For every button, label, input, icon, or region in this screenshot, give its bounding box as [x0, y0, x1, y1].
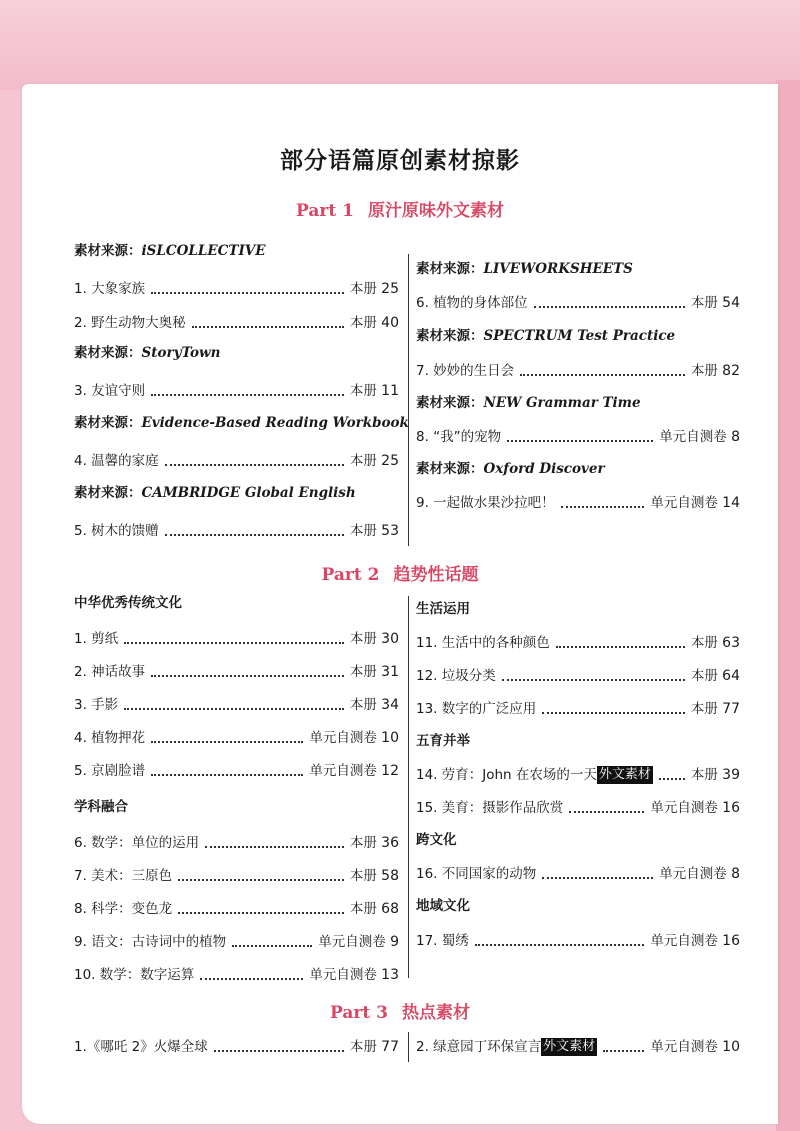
- list-item[interactable]: 1. 大象家族 本册 25: [74, 281, 399, 297]
- source-line: 素材来源：NEW Grammar Time: [416, 395, 641, 411]
- source-line: 素材来源：SPECTRUM Test Practice: [416, 328, 676, 344]
- list-item[interactable]: 15. 美育：摄影作品欣赏 单元自测卷 16: [416, 800, 740, 816]
- category-heading: 五育并举: [416, 733, 470, 749]
- list-item[interactable]: 8. 科学：变色龙 本册 68: [74, 901, 399, 917]
- list-item[interactable]: 5. 树木的馈赠 本册 53: [74, 523, 399, 539]
- document-sheet: [22, 84, 778, 1124]
- list-item[interactable]: 2. 绿意园丁环保宣言 外文素材 单元自测卷 10: [416, 1039, 740, 1055]
- part-name: 原汁原味外文素材: [367, 201, 504, 221]
- source-line: 素材来源：Evidence-Based Reading Workbook: [74, 415, 409, 431]
- part-number: Part 1: [296, 201, 354, 221]
- source-line: 素材来源：CAMBRIDGE Global English: [74, 485, 356, 501]
- list-item[interactable]: 2. 神话故事 本册 31: [74, 664, 399, 680]
- list-item[interactable]: 17. 蜀绣 单元自测卷 16: [416, 933, 740, 949]
- foreign-material-tag: 外文素材: [543, 1039, 596, 1054]
- list-item[interactable]: 13. 数字的广泛应用 本册 77: [416, 701, 740, 717]
- page-edge-right: [776, 80, 800, 1131]
- part-3-heading: [22, 998, 778, 1023]
- column-divider: [408, 254, 409, 546]
- source-line: 素材来源：LIVEWORKSHEETS: [416, 261, 633, 277]
- list-item[interactable]: 3. 手影 本册 34: [74, 697, 399, 713]
- list-item[interactable]: 1. 剪纸 本册 30: [74, 631, 399, 647]
- source-line: 素材来源：StoryTown: [74, 345, 221, 361]
- source-line: 素材来源：iSLCOLLECTIVE: [74, 243, 266, 259]
- category-heading: 跨文化: [416, 832, 457, 848]
- list-item[interactable]: 14. 劳育：John 在农场的一天 外文素材 本册 39: [416, 767, 740, 783]
- list-item[interactable]: 2. 野生动物大奥秘 本册 40: [74, 315, 399, 331]
- list-item[interactable]: 3. 友谊守则 本册 11: [74, 383, 399, 399]
- list-item[interactable]: 12. 垃圾分类 本册 64: [416, 668, 740, 684]
- part-number: Part 2: [321, 565, 380, 585]
- list-item[interactable]: 9. 语文：古诗词中的植物 单元自测卷 9: [74, 934, 399, 950]
- list-item[interactable]: 9. 一起做水果沙拉吧！ 单元自测卷 14: [416, 495, 740, 511]
- list-item[interactable]: 6. 数学：单位的运用 本册 36: [74, 835, 399, 851]
- list-item[interactable]: 8. “我”的宠物 单元自测卷 8: [416, 429, 740, 445]
- list-item[interactable]: 4. 植物押花 单元自测卷 10: [74, 730, 399, 746]
- column-divider: [408, 596, 409, 978]
- part-name: 趋势性话题: [393, 565, 479, 585]
- part-name: 热点素材: [401, 1003, 470, 1023]
- list-item[interactable]: 5. 京剧脸谱 单元自测卷 12: [74, 763, 399, 779]
- list-item[interactable]: 7. 美术：三原色 本册 58: [74, 868, 399, 884]
- list-item[interactable]: 1.《哪吒 2》火爆全球 本册 77: [74, 1039, 399, 1055]
- column-divider: [408, 1032, 409, 1062]
- list-item[interactable]: 7. 妙妙的生日会 本册 82: [416, 363, 740, 379]
- list-item[interactable]: 11. 生活中的各种颜色 本册 63: [416, 635, 740, 651]
- foreign-material-tag: 外文素材: [598, 767, 651, 782]
- page-title: 部分语篇原创素材掠影: [280, 148, 520, 174]
- category-heading: 生活运用: [416, 601, 470, 617]
- category-heading: 学科融合: [74, 799, 128, 815]
- list-item[interactable]: 4. 温馨的家庭 本册 25: [74, 453, 399, 469]
- list-item[interactable]: 16. 不同国家的动物 单元自测卷 8: [416, 866, 740, 882]
- category-heading: 地域文化: [416, 898, 470, 914]
- source-line: 素材来源：Oxford Discover: [416, 461, 605, 477]
- category-heading: 中华优秀传统文化: [74, 595, 182, 611]
- page-background-top: [0, 0, 800, 90]
- part-2-heading: [22, 560, 778, 585]
- part-number: Part 3: [330, 1003, 388, 1023]
- part-1-heading: [22, 196, 778, 221]
- list-item[interactable]: 10. 数学：数字运算 单元自测卷 13: [74, 967, 399, 983]
- list-item[interactable]: 6. 植物的身体部位 本册 54: [416, 295, 740, 311]
